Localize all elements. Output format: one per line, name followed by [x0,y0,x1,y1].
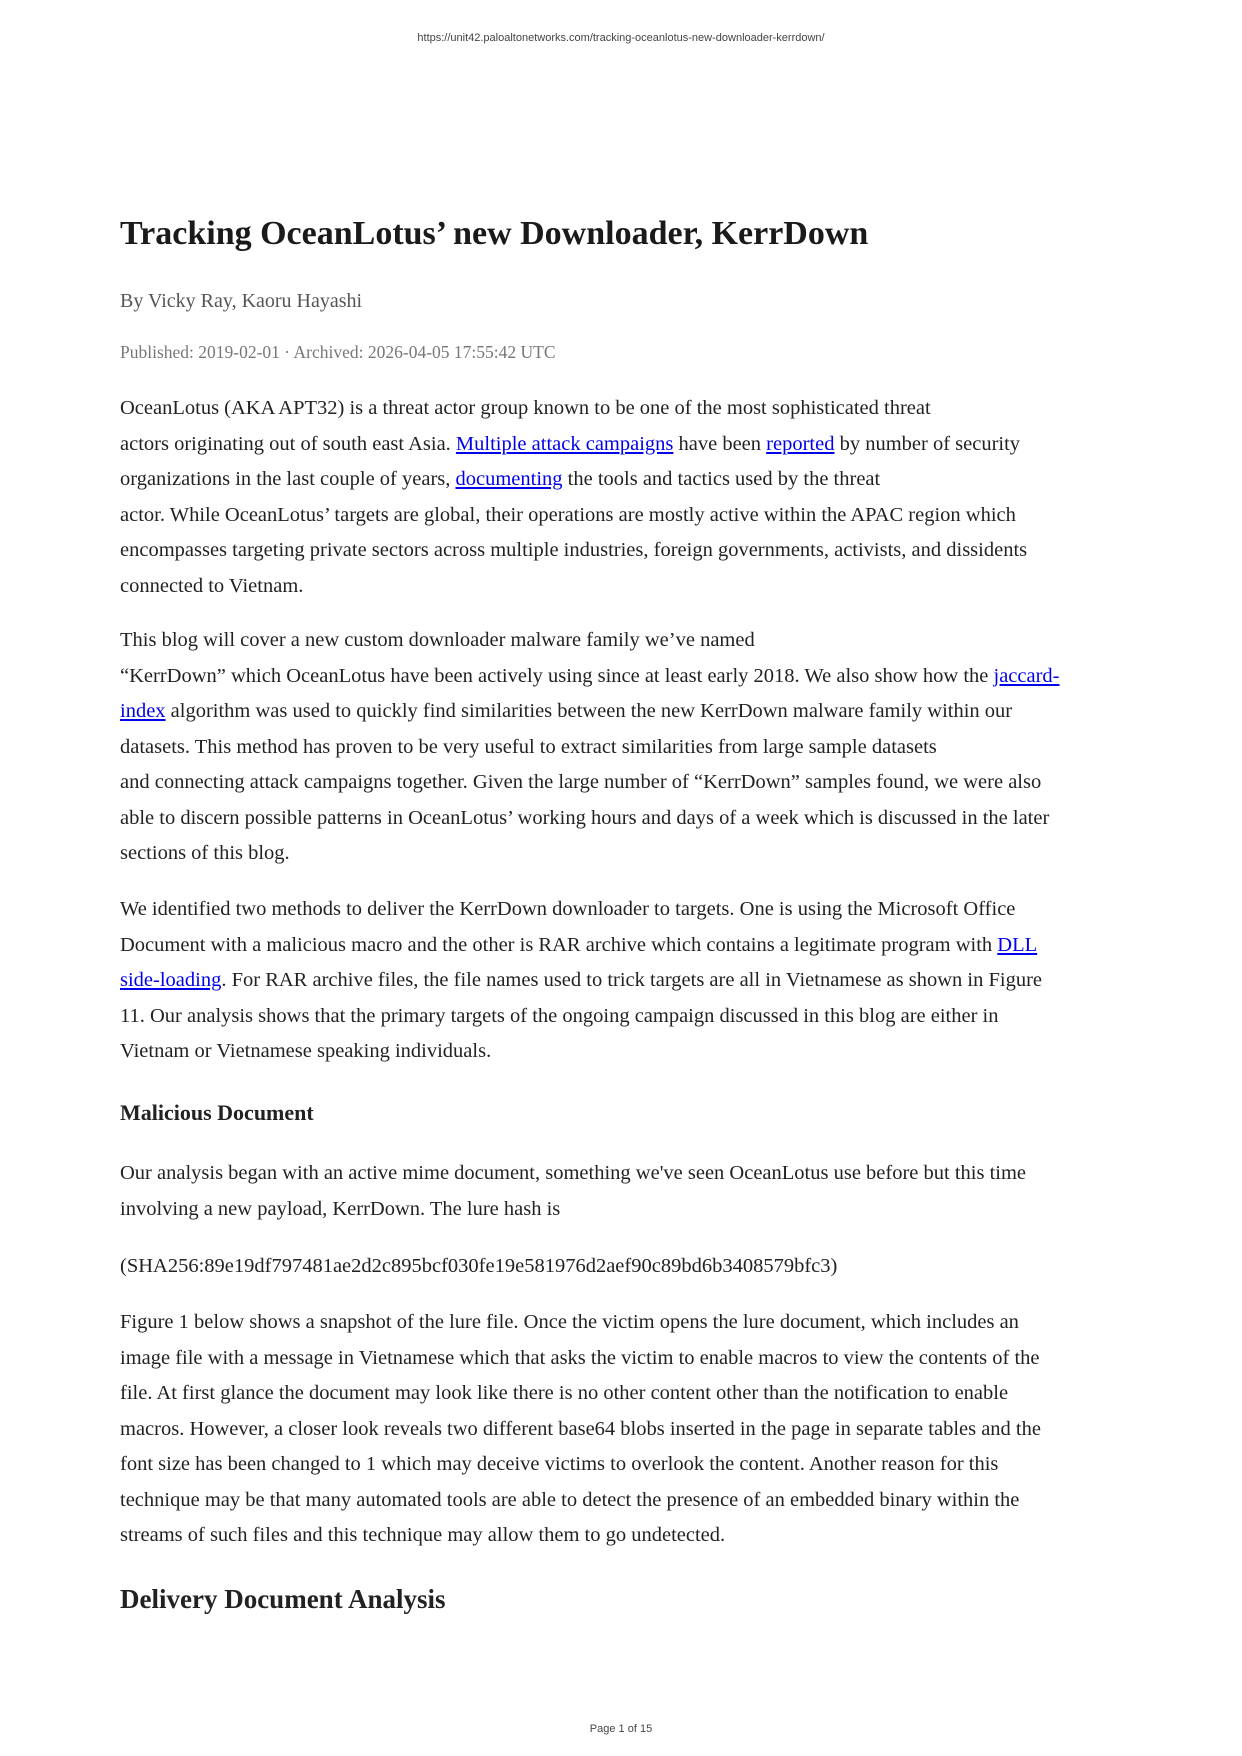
text-segment: font size has been changed to 1 which may deceive victims to overlook the content. Another reason for this [120,1453,999,1475]
heading-malicious-document: Malicious Document [120,1100,314,1125]
paragraph-figure1 [120,1305,1140,1554]
text-segment: file. At first glance the document may look like there is no other content other than the notification to enable [120,1382,1009,1404]
text-line [120,765,1140,801]
text-line [120,694,1140,730]
text-line [120,963,1140,999]
text-segment: image file with a message in Vietnamese which that asks the victim to enable macros to view the contents of the [120,1346,1040,1369]
text-line [120,1376,1140,1412]
text-segment: Vietnam or Vietnamese speaking individuals. [120,1040,492,1062]
text-segment: streams of such files and this technique may allow them to go undetected. [120,1524,726,1546]
text-line [120,1412,1140,1448]
inline-link[interactable]: index [120,700,166,722]
text-line [120,1192,1140,1228]
text-segment: the tools and tactics used by the threat [562,468,881,490]
text-line [120,1447,1140,1483]
text-line [120,1249,1140,1285]
text-segment: Document with a malicious macro and the other is RAR archive which contains a legitimate program with [120,933,998,956]
inline-link[interactable]: DLL [997,933,1038,956]
inline-link[interactable]: reported [766,432,835,455]
text-line [120,533,1140,569]
text-segment: . For RAR archive files, the file names used to trick targets are all in Vietnamese as shown in Figure [221,969,1043,991]
text-segment: datasets. This method has proven to be very useful to extract similarities from large sample datasets [120,735,937,758]
text-segment: actor. While OceanLotus’ targets are global, their operations are mostly active within the APAC region which [120,503,1016,526]
text-segment: Figure 1 below shows a snapshot of the lure file. Once the victim opens the lure document, which includes an [120,1311,1019,1333]
text-line [120,730,1140,766]
inline-link[interactable]: jaccard- [993,664,1060,687]
text-segment: actors originating out of south east Asia. [120,432,456,455]
text-line [120,623,1140,659]
text-segment: organizations in the last couple of years, [120,468,456,490]
article-title: Tracking OceanLotus’ new Downloader, KerrDown [120,215,869,252]
text-line [120,892,1140,928]
text-segment: algorithm was used to quickly find similarities between the new KerrDown malware family within our [165,700,1013,722]
text-segment: have been [673,432,767,455]
text-line [120,928,1140,964]
text-line [120,801,1140,837]
text-line [120,1483,1140,1519]
text-segment: macros. However, a closer look reveals two different base64 blobs inserted in the page in separate tables and the [120,1417,1041,1440]
heading-delivery-document-analysis: Delivery Document Analysis [120,1584,446,1614]
page-number: Page 1 of 15 [589,1723,653,1735]
text-segment: 11. Our analysis shows that the primary targets of the ongoing campaign discussed in this blog are either in [120,1004,999,1027]
text-segment: (SHA256:89e19df797481ae2d2c895bcf030fe19e581976d2aef90c89bd6b3408579bfc3) [120,1255,838,1277]
text-segment: able to discern possible patterns in OceanLotus’ working hours and days of a week which is discussed in the later [120,806,1050,829]
text-line [120,836,1140,872]
byline: By Vicky Ray, Kaoru Hayashi [120,290,363,312]
inline-link[interactable]: Multiple attack campaigns [455,432,674,455]
text-line [120,659,1140,695]
text-line [120,1034,1140,1070]
text-line [120,391,1140,427]
text-line [120,1518,1140,1554]
text-line [120,498,1140,534]
text-segment: encompasses targeting private sectors across multiple industries, foreign governments, activists, and dissidents [120,539,1028,561]
text-line [120,427,1140,463]
paragraph-blog-overview [120,623,1140,872]
inline-link[interactable]: documenting [455,468,563,490]
paragraph-intro [120,391,1140,604]
text-segment: connected to Vietnam. [120,574,304,597]
text-line [120,1341,1140,1377]
text-line [120,569,1140,605]
text-line [120,462,1140,498]
text-segment: sections of this blog. [120,842,290,864]
text-line [120,999,1140,1035]
paragraph-hash [120,1249,1140,1285]
text-segment: involving a new payload, KerrDown. The lure hash is [120,1197,561,1220]
inline-link[interactable]: side-loading [120,969,222,991]
text-segment: Our analysis began with an active mime document, something we've seen OceanLotus use before but this time [120,1162,1027,1184]
page-url-header: https://unit42.paloaltonetworks.com/tracking-oceanlotus-new-downloader-kerrdown/ [417,32,825,44]
paragraph-lure [120,1156,1140,1227]
text-line [120,1156,1140,1192]
text-segment: “KerrDown” which OceanLotus have been actively using since at least early 2018. We also show how the [120,664,994,687]
text-segment: by number of security [834,432,1021,455]
text-segment: OceanLotus (AKA APT32) is a threat actor group known to be one of the most sophisticated threat [120,397,931,419]
paragraph-delivery-methods [120,892,1140,1070]
text-segment: We identified two methods to deliver the KerrDown downloader to targets. One is using the Microsoft Office [120,898,1016,920]
text-segment: and connecting attack campaigns together. Given the large number of “KerrDown” samples found, we were also [120,771,1042,793]
text-line [120,1305,1140,1341]
text-segment: This blog will cover a new custom downloader malware family we’ve named [120,629,755,651]
publish-info: Published: 2019-02-01 · Archived: 2026-04-05 17:55:42 UTC [120,342,556,362]
text-segment: technique may be that many automated tools are able to detect the presence of an embedded binary within the [120,1488,1020,1511]
